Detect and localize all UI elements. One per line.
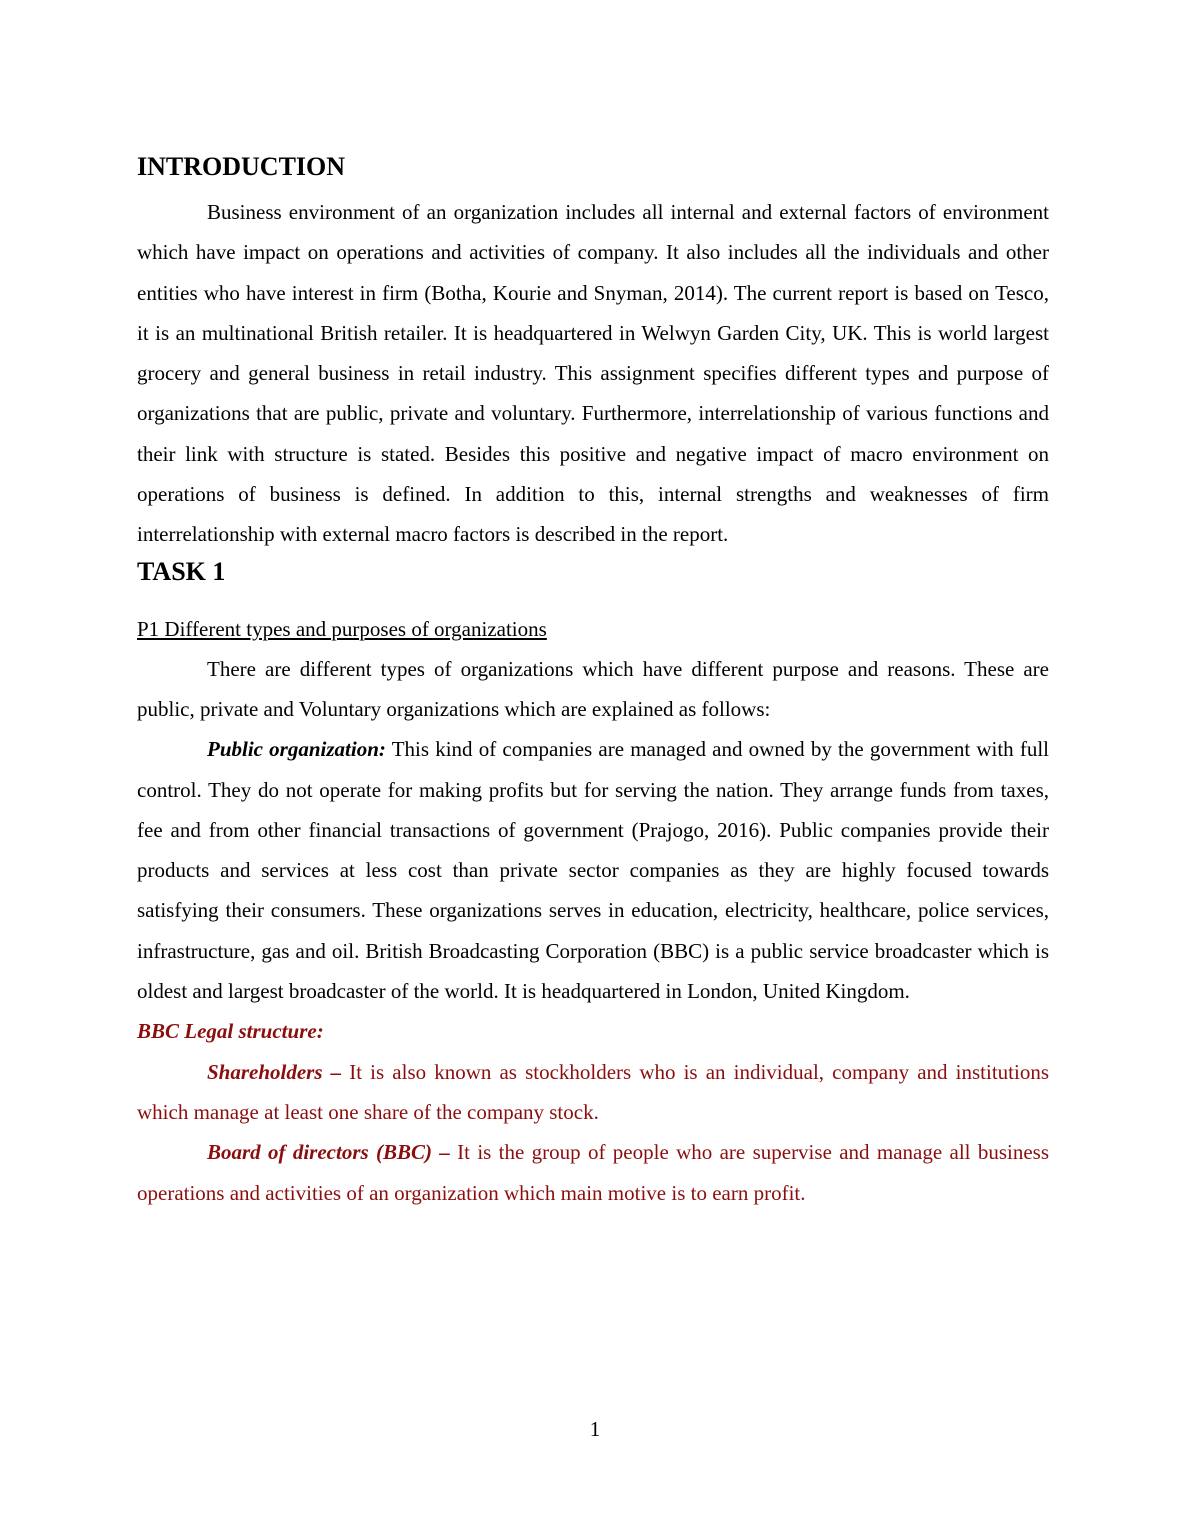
page-number: 1 (589, 1417, 601, 1441)
board-of-directors-text: It is the group of people who are supervise and manage all business operations and activities of an organization which main motive is to earn profit. (137, 1140, 1049, 1205)
task1-heading: TASK 1 (137, 556, 226, 586)
public-organization-paragraph (137, 729, 1049, 1011)
p1-subheading: P1 Different types and purposes of organizations (137, 616, 547, 641)
organization-types-paragraph: There are different types of organizations which have different purpose and reasons. These are public, private and Voluntary organizations which are explained as follows: (137, 656, 1049, 721)
shareholders-label: Shareholders – (207, 1059, 342, 1084)
introduction-heading: INTRODUCTION (137, 152, 346, 181)
board-of-directors-paragraph (137, 1132, 1049, 1213)
public-organization-text: This kind of companies are managed and owned by the government with full control. They do not operate for making profits but for serving the nation. They arrange funds from taxes, fee and from other financial transactions of government (Prajogo, 2016). Public companies provide their products and services at less cost than private sector companies as they are highly focused towards satisfying their consumers. These organizations serves in education, electricity, healthcare, police services, infrastructure, gas and oil. British Broadcasting Corporation (BBC) is a public service broadcaster which is oldest and largest broadcaster of the world. It is headquartered in London, United Kingdom. (137, 737, 1050, 1004)
introduction-paragraph: Business environment of an organization includes all internal and external factors of environment which have impact on operations and activities of company. It also includes all the individuals and other entities who have interest in firm (Botha, Kourie and Snyman, 2014). The current report is based on Tesco, it is an multinational British retailer. It is headquartered in Welwyn Garden City, UK. This is world largest grocery and general business in retail industry. This assignment specifies different types and purpose of organizations that are public, private and voluntary. Furthermore, interrelationship of various functions and their link with structure is stated. Besides this positive and negative impact of macro environment on operations of business is defined. In addition to this, internal strengths and weaknesses of firm interrelationship with external macro factors is described in the report. (137, 200, 1049, 547)
public-organization-label: Public organization: (207, 737, 386, 762)
bbc-legal-structure-heading: BBC Legal structure: (137, 1019, 324, 1044)
shareholders-paragraph (137, 1052, 1049, 1133)
board-of-directors-label: Board of directors (BBC) – (207, 1140, 450, 1165)
page-content (137, 150, 1049, 1213)
shareholders-text: It is also known as stockholders who is an individual, company and institutions which manage at least one share of the company stock. (137, 1059, 1049, 1124)
